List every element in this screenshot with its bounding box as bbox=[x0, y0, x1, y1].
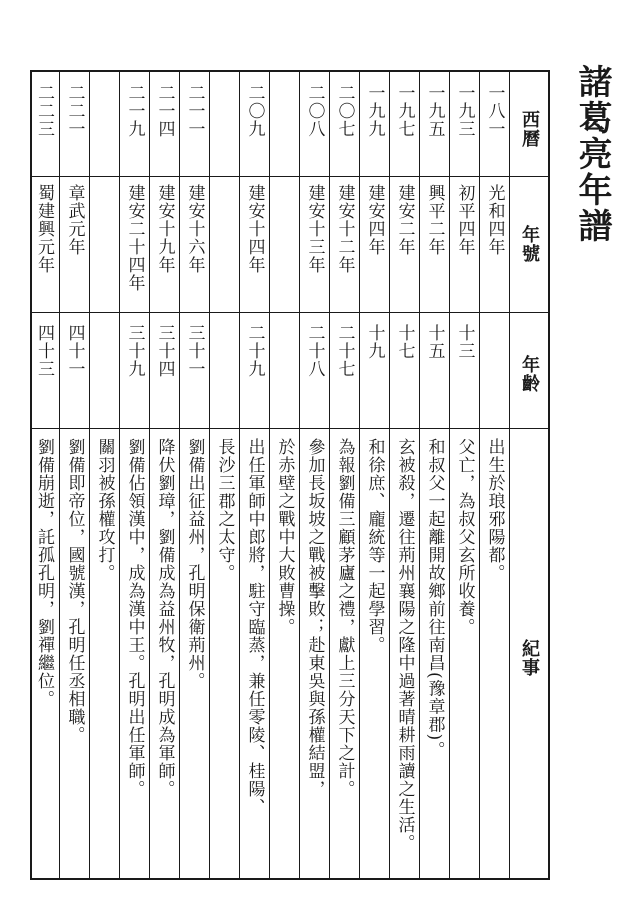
row-era bbox=[210, 184, 239, 304]
row-age: 四十三 bbox=[34, 324, 54, 378]
row-age: 三十一 bbox=[184, 324, 205, 378]
row-age bbox=[210, 324, 239, 424]
row-year: 二二三 bbox=[34, 84, 54, 138]
row-divider-year bbox=[32, 176, 548, 177]
row-era: 建安十二年 bbox=[334, 184, 355, 274]
row-age: 十五 bbox=[424, 324, 445, 360]
header-year: 西曆 bbox=[519, 110, 540, 148]
row-divider-age bbox=[32, 428, 548, 429]
row-event: 關羽被孫權攻打。 bbox=[94, 438, 115, 582]
row-event: 出生於琅邪陽都。 bbox=[484, 438, 505, 582]
page-title: 諸葛亮年譜 bbox=[572, 64, 612, 244]
table-row bbox=[149, 72, 179, 878]
row-year: 二〇八 bbox=[304, 84, 325, 138]
row-year: 二一一 bbox=[184, 84, 205, 138]
table-row bbox=[89, 72, 119, 878]
row-age: 十三 bbox=[454, 324, 475, 360]
row-year bbox=[270, 84, 299, 174]
row-year: 一九三 bbox=[454, 84, 475, 138]
row-age: 二十八 bbox=[304, 324, 325, 378]
row-event: 參加長坂坡之戰被擊敗；赴東吳與孫權結盟， bbox=[304, 438, 325, 798]
row-age: 二十九 bbox=[244, 324, 265, 378]
row-era: 建安四年 bbox=[364, 184, 385, 256]
table-row bbox=[209, 72, 239, 878]
row-year: 一九九 bbox=[364, 84, 385, 138]
row-era: 建安十四年 bbox=[244, 184, 265, 274]
row-age: 二十七 bbox=[334, 324, 355, 378]
row-age: 三十四 bbox=[154, 324, 175, 378]
row-era: 興平二年 bbox=[424, 184, 445, 256]
row-age: 十九 bbox=[364, 324, 385, 360]
chronology-table bbox=[30, 70, 550, 880]
table-row bbox=[479, 72, 509, 878]
row-era bbox=[90, 184, 119, 304]
row-year bbox=[90, 84, 119, 174]
header-age: 年齡 bbox=[519, 355, 540, 393]
row-event: 劉備崩逝，託孤孔明，劉禪繼位。 bbox=[34, 438, 54, 708]
row-age bbox=[480, 324, 509, 424]
table-row bbox=[419, 72, 449, 878]
table-row bbox=[389, 72, 419, 878]
table-row bbox=[269, 72, 299, 878]
row-event: 和徐庶、龐統等一起學習。 bbox=[364, 438, 385, 654]
row-event: 於赤壁之戰中大敗曹操。 bbox=[274, 438, 295, 636]
row-era: 蜀建興元年 bbox=[34, 184, 54, 274]
row-event: 出任軍師中郎將，駐守臨蒸，兼任零陵、桂陽、 bbox=[244, 438, 265, 816]
row-event: 降伏劉璋，劉備成為益州牧，孔明成為軍師。 bbox=[154, 438, 175, 798]
row-age: 三十九 bbox=[124, 324, 145, 378]
row-event: 劉備即帝位，國號漢，孔明任丞相職。 bbox=[64, 438, 85, 744]
row-era: 建安十六年 bbox=[184, 184, 205, 274]
row-event: 劉備佔領漢中，成為漢中王。孔明出任軍師。 bbox=[124, 438, 145, 798]
header-column bbox=[509, 72, 548, 878]
row-year: 一八一 bbox=[484, 84, 505, 138]
row-divider-era bbox=[32, 312, 548, 313]
row-year: 一九七 bbox=[394, 84, 415, 138]
row-year: 二一九 bbox=[124, 84, 145, 138]
table-row bbox=[329, 72, 359, 878]
row-age: 十七 bbox=[394, 324, 415, 360]
row-year: 二二一 bbox=[64, 84, 85, 138]
row-year: 二〇七 bbox=[334, 84, 355, 138]
table-row bbox=[179, 72, 209, 878]
table-row bbox=[119, 72, 149, 878]
header-era: 年號 bbox=[519, 225, 540, 263]
row-event: 為報劉備三顧茅廬之禮，獻上三分天下之計。 bbox=[334, 438, 355, 798]
table-row bbox=[359, 72, 389, 878]
row-era: 建安二十四年 bbox=[124, 184, 145, 292]
row-era: 建安十三年 bbox=[304, 184, 325, 274]
row-age: 四十一 bbox=[64, 324, 85, 378]
row-era: 章武元年 bbox=[64, 184, 85, 256]
row-era: 建安十九年 bbox=[154, 184, 175, 274]
row-event: 長沙三郡之太守。 bbox=[214, 438, 235, 582]
row-year bbox=[210, 84, 239, 174]
row-era bbox=[270, 184, 299, 304]
table-row bbox=[59, 72, 89, 878]
row-era: 光和四年 bbox=[484, 184, 505, 256]
row-era: 初平四年 bbox=[454, 184, 475, 256]
row-event: 父亡，為叔父玄所收養。 bbox=[454, 438, 475, 636]
row-event: 劉備出征益州，孔明保衛荊州。 bbox=[184, 438, 205, 690]
table-row bbox=[239, 72, 269, 878]
row-age bbox=[270, 324, 299, 424]
table-row bbox=[29, 72, 59, 878]
table-row bbox=[299, 72, 329, 878]
row-age bbox=[90, 324, 119, 424]
row-era: 建安二年 bbox=[394, 184, 415, 256]
row-year: 一九五 bbox=[424, 84, 445, 138]
row-event: 玄被殺，遷往荊州襄陽之隆中過著晴耕雨讀之生活。 bbox=[394, 438, 415, 852]
row-year: 二一四 bbox=[154, 84, 175, 138]
row-year: 二〇九 bbox=[244, 84, 265, 138]
header-event: 紀事 bbox=[519, 639, 540, 677]
row-event: 和叔父一起離開故鄉前往南昌(豫章郡)。 bbox=[424, 438, 445, 760]
table-row bbox=[449, 72, 479, 878]
